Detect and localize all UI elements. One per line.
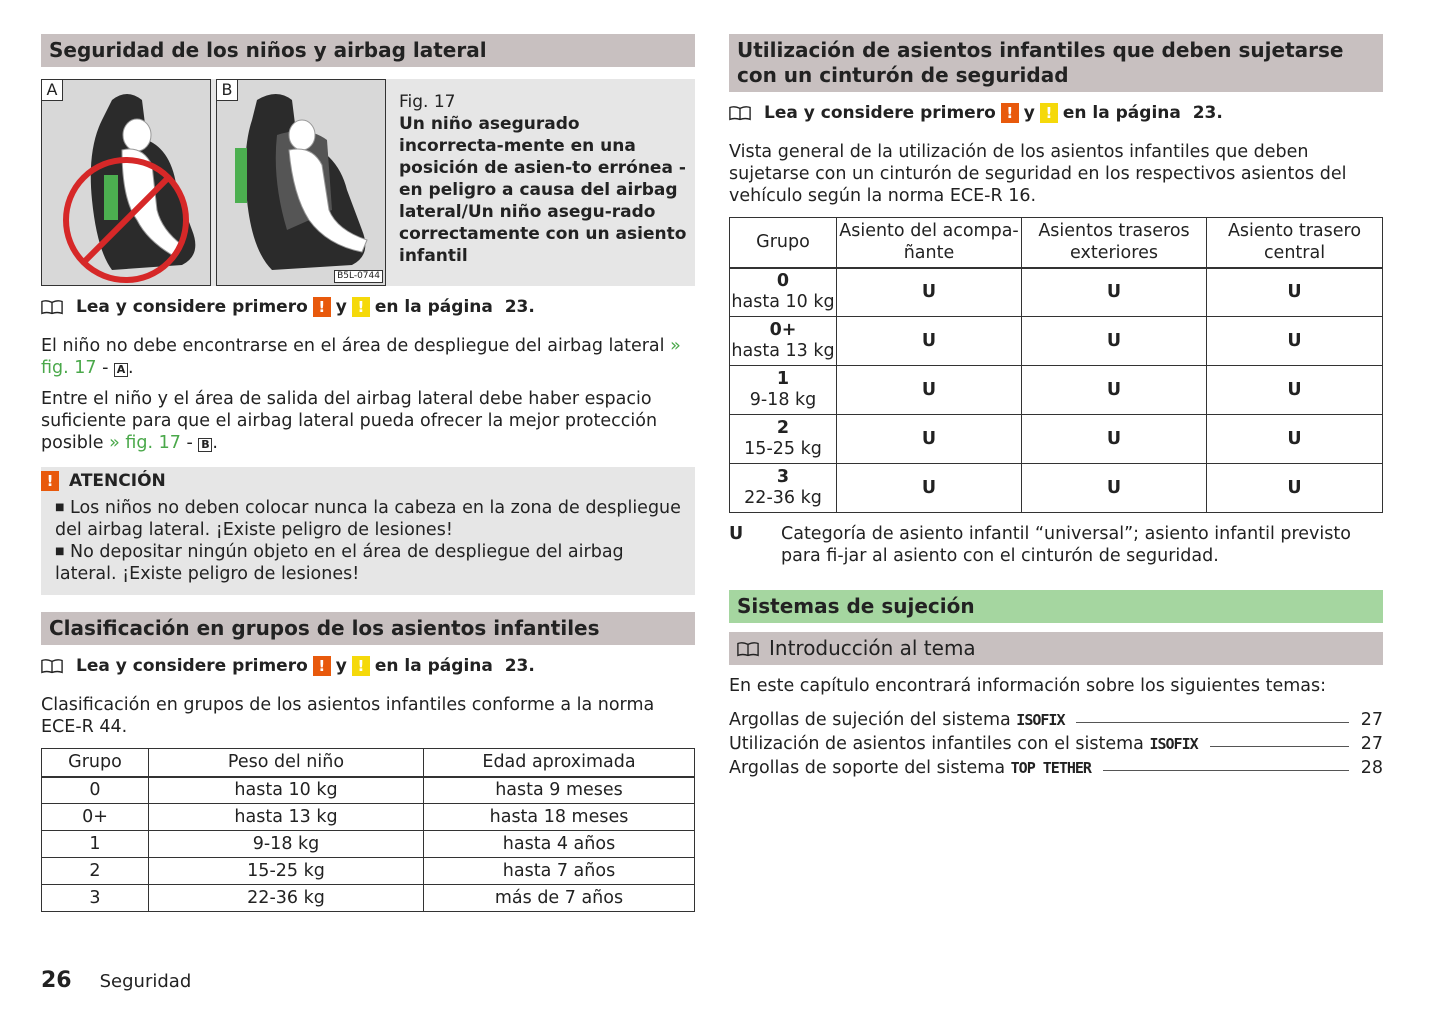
warning-orange-icon: !	[41, 471, 59, 491]
table-header: Grupo	[730, 218, 837, 268]
bullet-icon: ■	[55, 502, 65, 513]
read-first-and: y	[335, 297, 347, 317]
toc-item[interactable]: Utilización de asientos infantiles con el sistema ISOFIX 27	[729, 734, 1383, 754]
book-icon	[729, 105, 751, 121]
read-first-notice: Lea y considere primero ! y ! en la página 23.	[729, 102, 1223, 124]
paragraph-intro: Vista general de la utilización de los asientos infantiles que deben sujetarse con un cinturón de seguridad en los respectivos asientos del vehículo según la norma ECE-R 16.	[729, 142, 1347, 206]
read-first-notice	[41, 296, 535, 318]
table-row: 0 hasta 10 kg hasta 9 meses	[42, 777, 695, 804]
table-row: 3 22-36 kg U U U	[730, 464, 1383, 513]
figure-caption-text: Un niño asegurado incorrecta-mente en una posición de asien-to errónea - en peligro a causa del airbag lateral/Un niño asegu-rado correctamente con un asiento infantil	[399, 114, 687, 266]
toc-item[interactable]: Argollas de soporte del sistema TOP TETHER 28	[729, 758, 1383, 778]
toc-page: 27	[1360, 734, 1383, 754]
section-title-belt-seats: Utilización de asientos infantiles que deben sujetarse con un cinturón de seguridad	[729, 34, 1383, 92]
paragraph-classification: Clasificación en grupos de los asientos infantiles conforme a la norma ECE-R 44.	[41, 695, 655, 737]
table-header: Edad aproximada	[424, 749, 695, 777]
topics-intro: En este capítulo encontrará información sobre los siguientes temas:	[729, 676, 1326, 696]
table-row: 0+ hasta 13 kg hasta 18 meses	[42, 804, 695, 831]
warning-title: ! ATENCIÓN	[41, 470, 166, 492]
warning-orange-icon: !	[313, 656, 331, 676]
warning-orange-icon: !	[313, 297, 331, 317]
book-icon	[41, 658, 63, 674]
correct-seat-illustration	[217, 80, 385, 285]
fig-17-link[interactable]: » fig. 17	[41, 336, 681, 378]
box-letter-b: B	[198, 438, 212, 452]
warning-yellow-icon: !	[352, 656, 370, 676]
top-tether-logo: TOP TETHER	[1010, 759, 1091, 777]
section-title-restraint-systems: Sistemas de sujeción	[729, 590, 1383, 623]
section-title-introduction: Introducción al tema	[729, 632, 1383, 665]
page-number: 26	[41, 968, 72, 993]
read-first-suffix: en la página	[374, 297, 493, 317]
toc-page: 28	[1360, 758, 1383, 778]
table-row: 1 9-18 kg U U U	[730, 366, 1383, 415]
legend-text: Categoría de asiento infantil “universal”; asiento infantil previsto para fi-jar al asiento con el cinturón de seguridad.	[781, 524, 1351, 566]
warning-box	[41, 467, 695, 595]
table-row: 0+ hasta 13 kg U U U	[730, 317, 1383, 366]
figure-number: Fig. 17	[399, 92, 456, 112]
figure-17	[41, 79, 695, 286]
fig-17-link[interactable]: » fig. 17	[109, 433, 181, 453]
read-first-prefix: Lea y considere primero	[76, 297, 308, 317]
seats-table	[729, 217, 1383, 513]
legend-key: U	[729, 524, 744, 544]
warning-yellow-icon: !	[1040, 103, 1058, 123]
table-header: Asientos traseros exteriores	[1022, 218, 1207, 268]
table-row: 0 hasta 10 kg U U U	[730, 268, 1383, 317]
page-footer	[41, 970, 191, 993]
read-first-notice: Lea y considere primero ! y ! en la página 23.	[41, 655, 535, 677]
table-legend	[729, 523, 1383, 567]
table-of-contents	[729, 707, 1383, 779]
table-header: Grupo	[42, 749, 149, 777]
toc-page: 27	[1360, 710, 1383, 730]
section-title-child-airbag: Seguridad de los niños y airbag lateral	[41, 34, 695, 67]
book-icon	[737, 641, 759, 657]
isofix-logo: ISOFIX	[1149, 735, 1198, 753]
read-first-page: 23.	[504, 297, 535, 317]
panel-b-label: B	[217, 80, 238, 101]
paragraph-airbag-area: El niño no debe encontrarse en el área de despliegue del airbag lateral » fig. 17 - A .	[41, 336, 681, 378]
table-header: Asiento del acompa-ñante	[837, 218, 1022, 268]
paragraph-space: Entre el niño y el área de salida del airbag lateral debe haber espacio suficiente para que el airbag lateral pueda ofrecer la mejor protección posible » fig. 17 - B .	[41, 389, 658, 453]
warning-item: ■ No depositar ningún objeto en el área de despliegue del airbag lateral. ¡Existe peligro de lesiones!	[55, 542, 624, 584]
incorrect-seat-illustration	[42, 80, 210, 285]
isofix-logo: ISOFIX	[1016, 711, 1065, 729]
groups-table	[41, 748, 695, 912]
toc-item[interactable]: Argollas de sujeción del sistema ISOFIX 27	[729, 710, 1383, 730]
section-title-classification: Clasificación en grupos de los asientos infantiles	[41, 612, 695, 645]
table-row: 1 9-18 kg hasta 4 años	[42, 831, 695, 858]
table-row: 3 22-36 kg más de 7 años	[42, 885, 695, 912]
book-icon	[41, 299, 63, 315]
figure-panel-a	[41, 79, 211, 286]
table-header: Asiento trasero central	[1207, 218, 1383, 268]
table-header: Peso del niño	[149, 749, 424, 777]
figure-code: B5L-0744	[334, 270, 383, 283]
footer-section: Seguridad	[99, 971, 192, 992]
figure-panel-b	[216, 79, 386, 286]
panel-a-label: A	[42, 80, 63, 101]
warning-item: ■ Los niños no deben colocar nunca la cabeza en la zona de despliegue del airbag lateral. ¡Existe peligro de lesiones!	[55, 498, 681, 540]
table-row: 2 15-25 kg U U U	[730, 415, 1383, 464]
warning-orange-icon: !	[1001, 103, 1019, 123]
table-row: 2 15-25 kg hasta 7 años	[42, 858, 695, 885]
bullet-icon: ■	[55, 546, 65, 557]
figure-caption	[399, 91, 689, 267]
box-letter-a: A	[114, 363, 128, 377]
warning-yellow-icon: !	[352, 297, 370, 317]
